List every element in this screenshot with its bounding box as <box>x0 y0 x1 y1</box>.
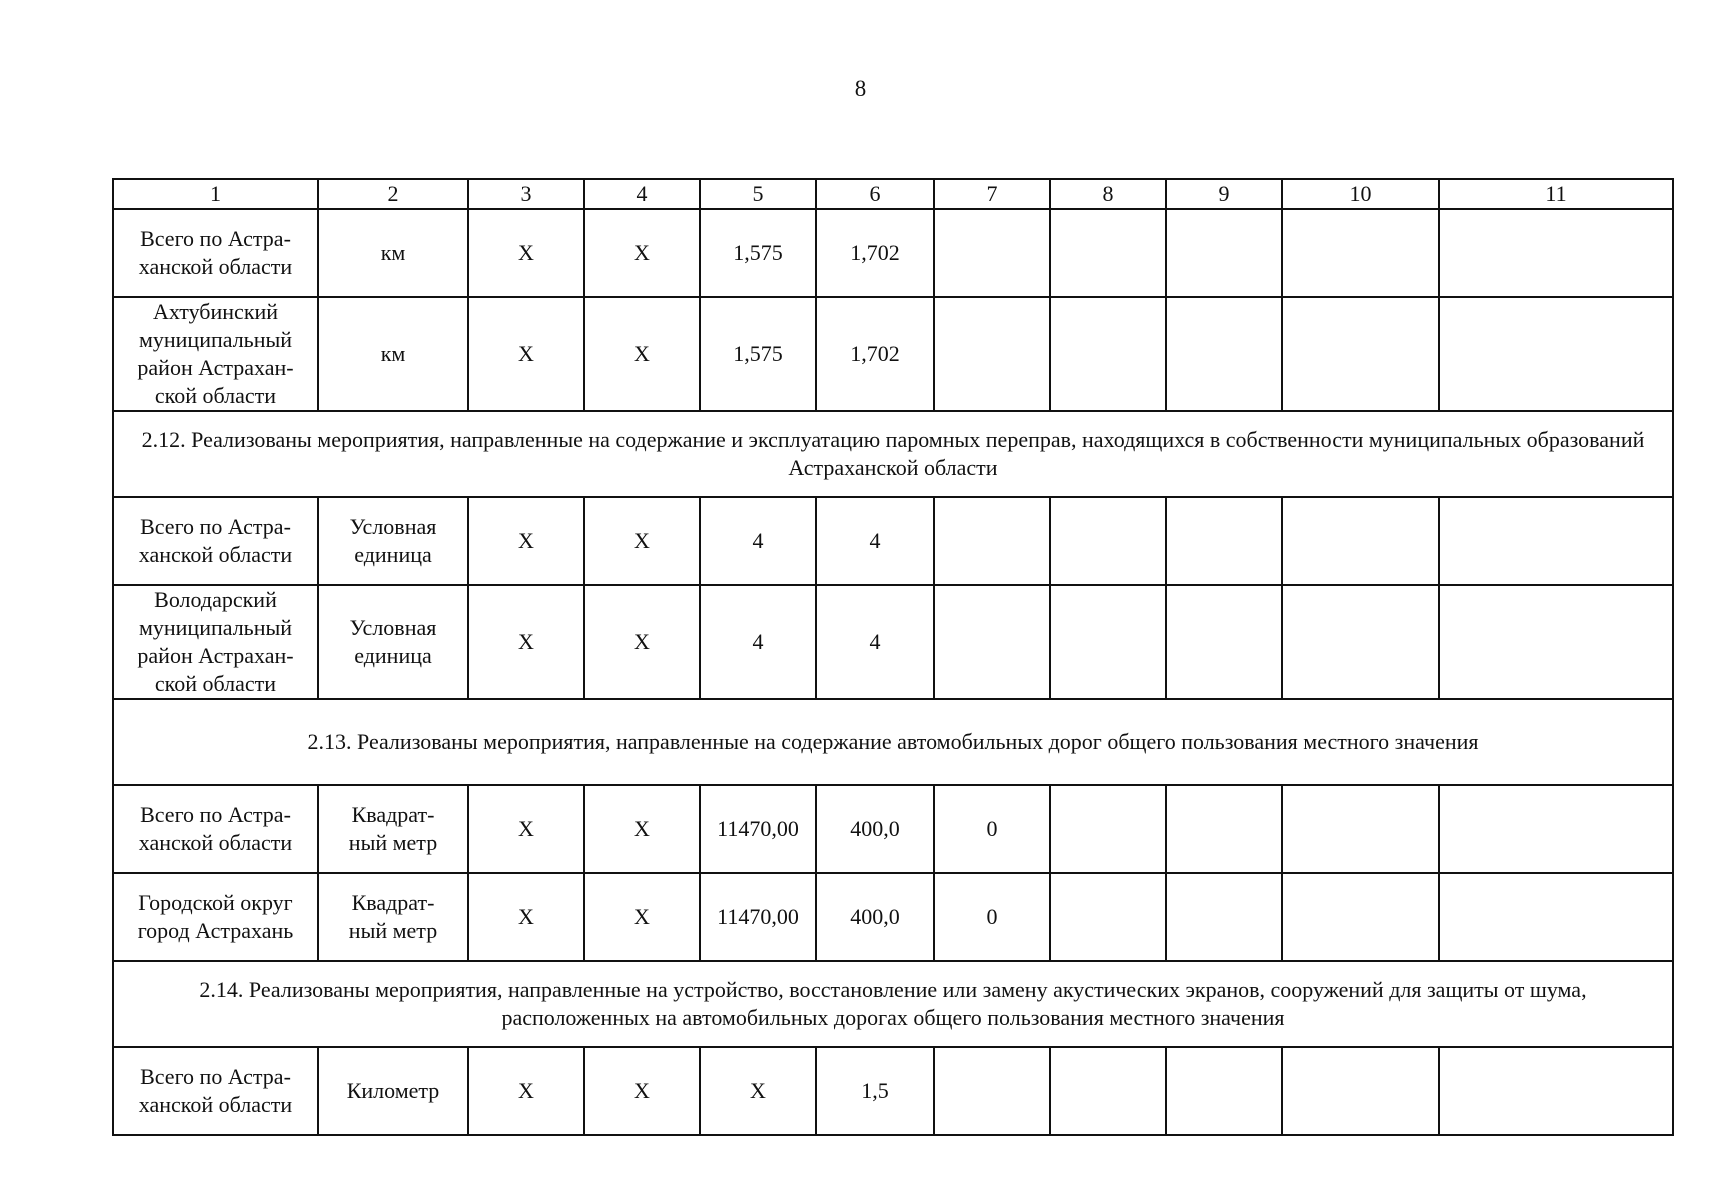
value-cell: Х <box>584 497 700 585</box>
territory-cell: Всего по Астра- ханской области <box>113 497 318 585</box>
unit-cell: Квадрат- ный метр <box>318 873 468 961</box>
unit-cell: Километр <box>318 1047 468 1135</box>
table-row <box>113 297 1673 411</box>
value-cell <box>1166 209 1282 297</box>
value-cell: Х <box>468 873 584 961</box>
value-cell: 4 <box>700 585 816 699</box>
value-cell: Х <box>584 585 700 699</box>
value-cell: Х <box>468 785 584 873</box>
value-cell <box>1282 785 1439 873</box>
value-cell: 0 <box>934 785 1050 873</box>
value-cell <box>934 209 1050 297</box>
unit-cell: км <box>318 209 468 297</box>
unit-cell: км <box>318 297 468 411</box>
section-heading-row <box>113 411 1673 497</box>
unit-cell: Квадрат- ный метр <box>318 785 468 873</box>
value-cell: 1,575 <box>700 209 816 297</box>
value-cell: Х <box>700 1047 816 1135</box>
value-cell: Х <box>468 497 584 585</box>
territory-cell: Всего по Астра- ханской области <box>113 1047 318 1135</box>
value-cell: Х <box>468 1047 584 1135</box>
column-number-cell: 4 <box>584 179 700 209</box>
column-number-cell: 6 <box>816 179 934 209</box>
value-cell: 4 <box>816 585 934 699</box>
column-number-cell: 5 <box>700 179 816 209</box>
section-heading: 2.12. Реализованы мероприятия, направленные на содержание и эксплуатацию паромных переправ, находящихся в собственности муниципальных образований Астраханской области <box>113 411 1673 497</box>
page-number: 8 <box>854 76 867 101</box>
value-cell <box>934 1047 1050 1135</box>
value-cell: Х <box>584 873 700 961</box>
value-cell: 1,702 <box>816 209 934 297</box>
value-cell: 4 <box>700 497 816 585</box>
value-cell <box>1050 585 1166 699</box>
table-row <box>113 585 1673 699</box>
value-cell <box>1282 209 1439 297</box>
value-cell <box>934 297 1050 411</box>
value-cell <box>1050 785 1166 873</box>
table-row <box>113 873 1673 961</box>
column-number-cell: 9 <box>1166 179 1282 209</box>
value-cell: Х <box>468 585 584 699</box>
unit-cell: Условная единица <box>318 497 468 585</box>
value-cell: Х <box>584 209 700 297</box>
territory-cell: Володарский муниципальный район Астрахан- ской области <box>113 585 318 699</box>
section-heading-row <box>113 961 1673 1047</box>
value-cell: 400,0 <box>816 785 934 873</box>
value-cell: Х <box>584 785 700 873</box>
column-number-cell: 2 <box>318 179 468 209</box>
territory-cell: Всего по Астра- ханской области <box>113 785 318 873</box>
value-cell <box>1439 585 1673 699</box>
section-heading: 2.13. Реализованы мероприятия, направленные на содержание автомобильных дорог общего пользования местного значения <box>113 699 1673 785</box>
value-cell <box>934 497 1050 585</box>
territory-cell: Ахтубинский муниципальный район Астрахан- ской области <box>113 297 318 411</box>
column-number-cell: 8 <box>1050 179 1166 209</box>
value-cell: 0 <box>934 873 1050 961</box>
table-header-row <box>113 179 1673 209</box>
table-row <box>113 497 1673 585</box>
value-cell <box>1166 497 1282 585</box>
value-cell: 11470,00 <box>700 873 816 961</box>
value-cell: 11470,00 <box>700 785 816 873</box>
value-cell: Х <box>584 1047 700 1135</box>
value-cell <box>1282 497 1439 585</box>
value-cell: Х <box>468 209 584 297</box>
value-cell <box>1439 1047 1673 1135</box>
territory-cell: Городской округ город Астрахань <box>113 873 318 961</box>
value-cell: Х <box>584 297 700 411</box>
territory-cell: Всего по Астра- ханской области <box>113 209 318 297</box>
value-cell: 4 <box>816 497 934 585</box>
column-number-cell: 3 <box>468 179 584 209</box>
value-cell <box>1166 585 1282 699</box>
value-cell <box>1439 209 1673 297</box>
value-cell: 1,5 <box>816 1047 934 1135</box>
table-body <box>113 179 1673 1135</box>
value-cell <box>1050 873 1166 961</box>
table-row <box>113 785 1673 873</box>
value-cell <box>1050 209 1166 297</box>
column-number-cell: 10 <box>1282 179 1439 209</box>
column-number-cell: 7 <box>934 179 1050 209</box>
value-cell <box>1050 1047 1166 1135</box>
column-number-cell: 1 <box>113 179 318 209</box>
value-cell <box>1282 585 1439 699</box>
value-cell <box>1282 1047 1439 1135</box>
value-cell: 1,575 <box>700 297 816 411</box>
value-cell <box>1166 1047 1282 1135</box>
value-cell <box>1050 297 1166 411</box>
value-cell <box>1439 785 1673 873</box>
unit-cell: Условная единица <box>318 585 468 699</box>
table-row <box>113 209 1673 297</box>
value-cell: Х <box>468 297 584 411</box>
value-cell <box>1439 497 1673 585</box>
value-cell <box>1050 497 1166 585</box>
table-row <box>113 1047 1673 1135</box>
value-cell: 400,0 <box>816 873 934 961</box>
value-cell <box>1166 297 1282 411</box>
value-cell <box>1282 297 1439 411</box>
value-cell <box>1282 873 1439 961</box>
section-heading-row <box>113 699 1673 785</box>
value-cell <box>1439 297 1673 411</box>
column-number-cell: 11 <box>1439 179 1673 209</box>
section-heading: 2.14. Реализованы мероприятия, направленные на устройство, восстановление или замену акустических экранов, сооружений для защиты от шума, расположенных на автомобильных дорогах общего пользования местного значения <box>113 961 1673 1047</box>
value-cell <box>934 585 1050 699</box>
value-cell: 1,702 <box>816 297 934 411</box>
value-cell <box>1166 785 1282 873</box>
indicators-table <box>112 178 1674 1136</box>
value-cell <box>1439 873 1673 961</box>
value-cell <box>1166 873 1282 961</box>
